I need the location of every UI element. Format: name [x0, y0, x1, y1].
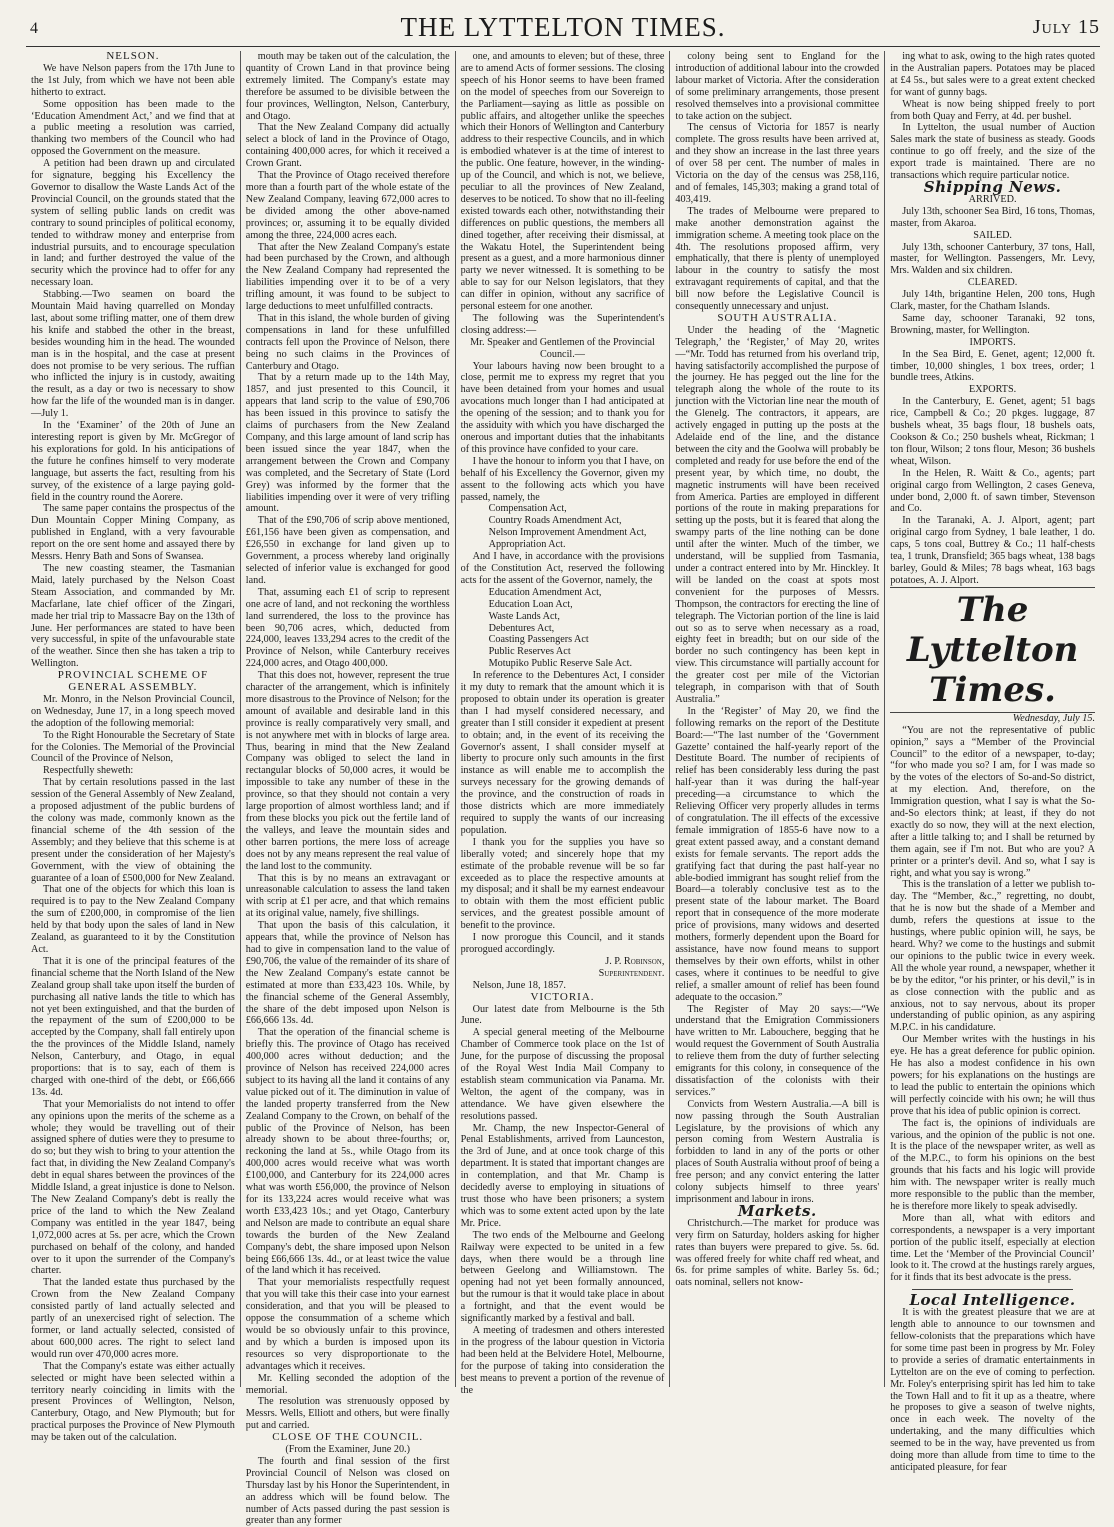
paragraph: I now prorogue this Council, and it stands prorogued accordingly.: [460, 932, 665, 955]
paragraph: That your Memorialists do not intend to offer any opinions upon the merits of the scheme as a whole; they would be travelling out of their assigned sphere of duties were they to presume to do so; but they wish to bring to your attention the fact that, in dividing the New Zealand Company's debt in equal shares between the provinces of the Middle Island, a great injustice is done to Nelson. The New Zealand Company's debt is really the price of the land to which the New Zealand Company was entitled in the year 1847, being 1,072,000 acres at 5s. per acre, which the Crown purchased on behalf of the colony, and handed over to it upon the surrender of the Company's charter.: [31, 1098, 235, 1277]
paragraph: That the Company's estate was either actually selected or might have been selected within a territory nearly coinciding in limits with the present Provinces of Wellington, Nelson, Canterbury, Otago, and New Plymouth; but for practical purposes the Province of New Plymouth may be taken out of the calculation.: [31, 1360, 235, 1444]
paragraph: Our latest date from Melbourne is the 5th June.: [460, 1003, 665, 1027]
paragraph: Mr. Kelling seconded the adoption of the memorial.: [245, 1372, 450, 1396]
paragraph: In reference to the Debentures Act, I consider it my duty to remark that the amount which it is proposed to obtain under its operation is greater than I had myself considered necessary, and greater than I still consider it expedient at present to obtain; and, in the event of its receiving the Governor's assent, I shall consider myself at liberty to procure only such amounts in the first instance as will enable me to accomplish the surveys necessary for the growing demands of the province, and the construction of roads in those districts which are more immediately required to supply the wants of our increasing population.: [460, 670, 665, 836]
paragraph: That by certain resolutions passed in the last session of the General Assembly of New Zealand, a proposed adjustment of the public burdens of the colony was made, commonly known as the financial scheme of the 4th session of the Assembly; and they believe that this scheme is at present under the consideration of her Majesty's Government, with the view of obtaining the guarantee of a loan of £500,000 for New Zealand.: [31, 777, 235, 884]
list-item: Coasting Passengers Act: [488, 634, 589, 646]
paragraph: The census of Victoria for 1857 is nearly complete. The gross results have been arrived at, and they show an increase in the last three years of over 58 per cent. The number of males in Victoria on the day of the census was 258,116, and of females, 145,303; making a grand total of 403,419.: [675, 122, 880, 205]
signature-line: J. P. Robinson,: [605, 955, 665, 967]
paragraph: Mr. Champ, the new Inspector-General of Penal Establishments, arrived from Launceston, the 3rd of June, and at once took charge of this department. It is stated that important changes are in contemplation, and that Mr. Champ is decidedly averse to employing in situations of trust those who have been prisoners; a system which was to some extent acted upon by the late Mr. Price.: [460, 1122, 665, 1229]
paragraph: We have Nelson papers from the 17th June to the 1st July, from which we have not been able hitherto to extract.: [31, 62, 235, 98]
paragraph: The two ends of the Melbourne and Geelong Railway were expected to be united in a few days, when there would be a through line between Geelong and Williamstown. The opening had not yet been formally announced, but the rumour is that it would take place in about a fortnight, and that the event would be significantly marked by a festival and ball.: [460, 1229, 665, 1325]
paragraph: That one of the objects for which this loan is required is to pay to the New Zealand Company the sum of £200,000, in compromise of the lien held by that body upon the sales of land in New Zealand, as guaranteed to it by the Constitution Act.: [31, 884, 235, 955]
centered-line: CLEARED.: [967, 277, 1018, 289]
centered-line: ARRIVED.: [968, 193, 1017, 205]
section-heading: VICTORIA.: [530, 990, 595, 1003]
paragraph: To the Right Honourable the Secretary of State for the Colonies. The Memorial of the Provincial Council of the Province of Nelson,: [31, 729, 235, 765]
paragraph: In the ‘Examiner’ of the 20th of June an interesting report is given by Mr. McGregor of his explorations for gold. In his anticipations of the future he confines himself to very moderate language, but asserts the fact, resulting from his survey, of the existence of a large paying gold-field in the country round the Aorere.: [31, 420, 235, 503]
paragraph: The trades of Melbourne were prepared to make another demonstration against the immigration scheme. A meeting took place on the 4th. The resolutions proposed affirm, very emphatically, that there is plenty of unemployed labour in the country to satisfy the most extravagant requirements of capital, and that the bill now before the Legislative Council is consequently unnecessary and unjust.: [675, 205, 880, 313]
blackletter-heading: Shipping News.: [923, 177, 1062, 196]
paragraph: That this is by no means an extravagant or unreasonable calculation to assess the land taken with scrip at £1 per acre, and that which remains at its original value, namely, five shillings.: [245, 872, 450, 920]
paragraph: The Register of May 20 says:—“We understand that the Emigration Commissioners have written to Mr. Labouchere, begging that he would request the Government of South Australia to relieve them from the duty of further selecting emigrants for this colony, in consequence of the dissatisfaction of the colonists with their services.”: [675, 1003, 880, 1098]
paragraph: colony being sent to England for the introduction of additional labour into the crowded labour market of Victoria. After the consideration of some preliminary arrangements, those present resolved themselves into a provisional committee to take action on the subject.: [675, 51, 880, 122]
paragraph: Respectfully sheweth:: [43, 765, 134, 777]
paragraph: mouth may be taken out of the calculation, the quantity of Crown Land in that province being extremely limited. The Company's estate may therefore be assumed to be divisible between the four provinces, Wellington, Nelson, Canterbury, and Otago.: [245, 51, 450, 122]
paragraph: ing what to ask, owing to the high rates quoted in the Australian papers. Potatoes may be placed at £4 5s., but sales were to a great extent checked for want of gunny bags.: [890, 51, 1095, 98]
paragraph: This is the translation of a letter we publish to-day. The “Member, &c.,” regretting, no doubt, that he is now but the shade of a Member and dumb, refers the questions at issue to the hustings, where public opinion will, he says, be heard. Why? we come to the hustings and submit our opinions to the public twice in every week. All the whole year round, a newspaper, whether it be by the editor, “or his printer, or his devil,” is in as close connection with the public and as anxious, not to say nervous, about its proper understanding of public opinion, as any aspiring M.P.C. in his candidature.: [890, 879, 1095, 1034]
list-item: Education Amendment Act,: [488, 586, 602, 598]
paragraph: Our Member writes with the hustings in his eye. He has a great deference for public opinion. He has also a modest confidence in his own powers; for his explanations on the hustings are to lead the public to entertain the opinions which will perfectly coincide with his own; he will thus prove that his idea of public opinion is correct.: [890, 1034, 1095, 1117]
paragraph: Your labours having now been brought to a close, permit me to express my regret that you have been detained from your homes and usual avocations much longer than I had anticipated at the opening of the session; and to thank you for the assiduity with which you have discharged the onerous and important duties that the inhabitants of this province have confided to your care.: [460, 360, 665, 455]
list-item: Waste Lands Act,: [488, 610, 560, 622]
blackletter-heading: Markets.: [737, 1201, 817, 1220]
paragraph: Same day, schooner Taranaki, 92 tons, Browning, master, for Wellington.: [890, 312, 1095, 336]
paragraph: Under the heading of the ‘Magnetic Telegraph,’ the ‘Register,’ of May 20, writes—“Mr. Todd has returned from his overland trip, having satisfactorily accomplished the purpose of the journey. He has pegged out the line for the telegraph along the whole of the route to its junction with the Victorian line near the mouth of the Glenelg. The contractors, it appears, are actively engaged in putting up the posts at the Adelaide end of the line, and the distance between the city and the Goolwa will probably be completed and ready for use before the end of the present year, by which time, no doubt, the magnetic instruments will have been received from America. Parties are employed in different portions of the route in making preparations for setting up the posts, but it is feared that along the swampy parts of the line nothing can be done until after the winter. Much of the timber, we understand, will be supplied from Tasmania, under a contract entered into by Mr. Hinckley. It will be landed on the coast at spots most convenient for the purposes of Messrs. Thompson, the contractors for erecting the line of telegraph. The Victorian portion of the line is laid out so as to serve when necessary as a road, eighty feet in breadth; but on our side of the border no such contingency has been kept in view. This circumstance will partially account for the greater cost per mile of the Victorian telegraph, in comparison with that of South Australia.”: [675, 324, 880, 705]
paragraph: It is with the greatest pleasure that we are at length able to announce to our townsmen and fellow-colonists that the preparations which have for some time past been in progress by Mr. Foley to provide a series of dramatic entertainments in Lyttelton are on the eve of coming to perfection. Mr. Foley's enterprising spirit has led him to take the Town Hall and to fit it up as a theatre, where he proposes to give a season of twelve nights, once in each week. The novelty of the undertaking, and the many difficulties which seemed to be in the way, have prevented us from doing more than allude from time to time to the anticipated pleasure, for fear: [890, 1307, 1095, 1473]
paragraph: The following was the Superintendent's closing address:—: [460, 312, 665, 336]
list-item: Public Reserves Act: [488, 646, 571, 658]
signature-line: Superintendent.: [598, 967, 665, 979]
paragraph: The fourth and final session of the first Provincial Council of Nelson was closed on Thursday last by his Honor the Superintendent, in an address which will be found below. The number of Acts passed during the past session is greater than any former: [245, 1455, 450, 1527]
paragraph: That it is one of the principal features of the financial scheme that the North Island of the New Zealand group shall take upon itself the burden of purchasing all native lands the title to which has not yet been extinguished, and that the burden of the repayment of the sum of £200,000 to be accepted by the Company, shall fall entirely upon the the provinces of the Middle Island, namely Nelson, Canterbury, and Otago, in equal proportions: that is to say, each of them is charged with one-third of the debt, or £66,666 13s. 4d.: [31, 955, 235, 1098]
paragraph: A meeting of tradesmen and others interested in the progress of the labour question in Victoria had been held at the Belvidere Hotel, Melbourne, for the purpose of taking into consideration the best means to prevent a portion of the revenue of the: [460, 1324, 665, 1396]
column-5: [885, 51, 1100, 1473]
paragraph: I thank you for the supplies you have so liberally voted; and sincerely hope that my estimate of the probable revenue will be so far exceeded as to place the respective amounts at my disposal; and it shall be my earnest endeavour to obtain with them the most efficient public services, and the greatest possible amount of benefit to the province.: [460, 836, 665, 932]
paragraph: In the Sea Bird, E. Genet, agent; 12,000 ft. timber, 10,000 shingles, 1 box trees, order; 1 bundle trees, Atkins.: [890, 348, 1095, 384]
page-number: 4: [30, 20, 38, 37]
editorial-date: Wednesday, July 15.: [1012, 712, 1095, 724]
paragraph: July 13th, schooner Canterbury, 37 tons, Hall, master, for Wellington. Passengers, Mr. Levy, Mrs. Walden and six children.: [890, 241, 1095, 277]
paragraph: That the landed estate thus purchased by the Crown from the New Zealand Company consisted partly of land actually selected and partly of an unexercised right of selection. The former, or land actually selected, consisted of about 600,000 acres. The right to select land would run over 470,000 acres more.: [31, 1277, 235, 1360]
paragraph: I have the honour to inform you that I have, on behalf of his Excellency the Governor, given my assent to the following acts which you have passed, namely, the: [460, 455, 665, 503]
paragraph: A special general meeting of the Melbourne Chamber of Commerce took place on the 1st of June, for the purpose of discussing the proposal of the Royal West India Mail Company to establish steam communication via Panama. Mr. Welton, the agent of the company, was in attendance. We have given elsewhere the resolutions passed.: [460, 1027, 665, 1122]
centered-line: SAILED.: [973, 229, 1012, 241]
paragraph: That this does not, however, represent the true character of the arrangement, which is infinitely more disastrous to the Province of Nelson; for the amount of available and desirable land in this province is really comparatively very small, and is not anywhere met with in blocks of large area. Thus, bearing in mind that the New Zealand Company was obliged to select the land in rectangular blocks of 50,000 acres, it would be impossible to take any number of these in the province, so that they should not contain a very large proportion of almost worthless land; and if from these blocks you pick out the fertile land of the valleys, and leave the mountain sides and other barren portions, the mere loss of acreage does not by any means represent the real value of the land lost to the community.: [245, 670, 450, 872]
acts-list: [461, 587, 665, 670]
paragraph: The fact is, the opinions of individuals are various, and the opinion of the public is not one. It is the place of the newspaper writer, as well as of the M.P.C., to form his opinions on the best grounds that his facts and his logic will provide him with. The newspaper writer is really much more responsible to the public than the member, he is therefore more likely to speak advisedly.: [890, 1117, 1095, 1212]
editorial-title: The Lyttelton Times.: [890, 587, 1095, 713]
columns: [26, 50, 1100, 1527]
paragraph: That after the New Zealand Company's estate had been purchased by the Crown, and although the New Zealand Company had represented the liabilities impending over it to be of a very trifling amount, it was found to be subject to large deductions to meet unfulfilled contracts.: [245, 241, 450, 313]
paragraph: The new coasting steamer, the Tasmanian Maid, lately purchased by the Nelson Coast Steam Association, and commanded by Mr. Macfarlane, late chief officer of the Zingari, made her trial trip to Massacre Bay on the 13th of June. Her performances are stated to have been very successful, in spite of the unfavourable state of the weather. Since then she has taken a trip to Wellington.: [31, 562, 235, 670]
paragraph: That by a return made up to the 14th May, 1857, and just presented to this Council, it appears that land scrip to the value of £90,706 has been issued in this province to satisfy the claims of purchasers from the New Zealand Company, and this large amount of land scrip has been issued since the year 1847, when the arrangement between the Crown and Company was completed, and the Secretary of State (Lord Grey) was informed by the former that the liabilities impending over it were of very trifling amount.: [245, 372, 450, 515]
paragraph: That the operation of the financial scheme is briefly this. The province of Otago has received 400,000 acres without deduction; and the province of Nelson has received 224,000 acres subject to its having all the land it contains of any value picked out of it. The diminution in value of the landed property transferred from the New Zealand Company to the Crown, on behalf of the public of the Province of Nelson, has been already shown to be about three-fourths; or, reckoning the land at 5s., while Otago from its 400,000 acres would receive what was worth £100,000, and Canterbury for its 224,000 acres what was worth £56,000, the province of Nelson for its 133,224 acres would receive what was worth £33,423 10s.; and yet Otago, Canterbury and Nelson are made to contribute an equal share towards the burden of the New Zealand Company's debt, the share imposed upon Nelson being £66,666 13s. 4d., or at least twice the value of the land which it has received.: [245, 1027, 450, 1277]
masthead: [26, 8, 1100, 47]
centered-line: EXPORTS.: [968, 384, 1017, 396]
newspaper-title: THE LYTTELTON TIMES.: [400, 12, 726, 42]
list-item: Country Roads Amendment Act,: [488, 515, 622, 527]
paragraph: Convicts from Western Australia.—A bill is now passing through the South Australian Legislature, by the provisions of which any person coming from Western Australia is forbidden to land in any of the ports or other places of South Australia without proof of being a free person; and any convict entering the latter colony subjects himself to three years' imprisonment and labour in irons.: [675, 1098, 880, 1205]
list-item: Nelson Improvement Amendment Act,: [488, 527, 647, 539]
list-item: Education Loan Act,: [488, 598, 573, 610]
column-1: [26, 50, 241, 1444]
paragraph: Mr. Monro, in the Nelson Provincial Council, on Wednesday, June 17, in a long speech moved the adoption of the following memorial:: [31, 693, 235, 729]
list-item: Debentures Act,: [488, 622, 555, 634]
paragraph: Wheat is now being shipped freely to port from both Quay and Ferry, at 4d. per bushel.: [890, 98, 1095, 122]
paragraph: A petition had been drawn up and circulated for signature, begging his Excellency the Governor to disallow the Waste Lands Act of the Provincial Council, on the grounds stated that the system of selling public lands on credit was contrary to sound principles of political economy, tended to withdraw money and enterprise from industrial pursuits, and to encourage speculation in land; and further destroyed the value of the security which the province had to offer for any necessary loan.: [31, 158, 235, 289]
paragraph: And I have, in accordance with the provisions of the Constitution Act, reserved the following acts for the assent of the Governor, namely, the: [460, 551, 665, 586]
issue-date: July 15: [1032, 16, 1100, 38]
paragraph: That your memorialists respectfully request that you will take this their case into your earnest consideration, and that you will be pleased to oppose the consummation of a scheme which would be so obviously unfair to this province, and by which a burden is imposed upon its resources so very disproportionate to the advantages which it receives.: [245, 1277, 450, 1372]
paragraph: In the Helen, R. Waitt & Co., agents; part original cargo from Wellington, 2 cases Geneva, under bond, 2,000 ft. of sawn timber, Stevenson and Co.: [890, 467, 1095, 515]
paragraph: That upon the basis of this calculation, it appears that, while the province of Nelson has had to give in compensation land to the value of £90,706, the value of the remainder of its share of the New Zealand Company's estate cannot be estimated at more than £33,423 10s. While, by the financial scheme of the General Assembly, the share of the debt imposed upon Nelson is £66,666 13s. 4d.: [245, 920, 450, 1027]
paragraph: Christchurch.—The market for produce was very firm on Saturday, holders asking for higher rates than buyers were prepared to give. 5s. 6d. was offered freely for white chaff red wheat, and 6s. for prime samples of white. Barley 5s. 6d.; oats nominal, sellers not know-: [675, 1217, 880, 1289]
section-heading: NELSON.: [106, 50, 160, 62]
paragraph: The resolution was strenuously opposed by Messrs. Wells, Elliott and others, but were finally put and carried.: [245, 1396, 450, 1432]
paragraph: Nelson, June 18, 1857.: [472, 979, 566, 991]
blackletter-heading: Local Intelligence.: [909, 1291, 1076, 1310]
paragraph: Stabbing.—Two seamen on board the Mountain Maid having quarrelled on Monday last, about some trifling matter, one of them drew his knife and stabbed the other in the breast, besides wounding him in the head. The wounded man is in the hospital, and the case at present does not promise to be very serious. The ruffian who inflicted the injury is in custody, awaiting the result, as a day or two is necessary to show how far the life of the wounded man is in danger.—July 1.: [31, 289, 235, 420]
centered-line: (From the Examiner, June 20.): [285, 1444, 411, 1456]
column-3: [456, 51, 671, 1396]
paragraph: That in this island, the whole burden of giving compensations in land for these unfulfilled contracts fell upon the Province of Nelson, there being no such claims in the Provinces of Canterbury and Otago.: [245, 312, 450, 372]
paragraph: That the New Zealand Company did actually select a block of land in the Province of Otago, containing 400,000 acres, for which it received a Crown Grant.: [245, 122, 450, 170]
paragraph: “You are not the representative of public opinion,” says a “Member of the Provincial Council” to the editor of a newspaper, to-day; “for who made you so? I am, for I was made so by the votes of the electors of So-and-So district, at my election. And, therefore, on the Immigration question, what I say is what the So-and-So electors think; at least, if they do not exactly do so now, they will at the next election, after a little talking to; and I shall be returned by them again, see if I'm not. But who are you? A printer or a printer's devil. And so, what I say is right, and what you say is wrong.”: [890, 724, 1095, 879]
centered-line: Mr. Speaker and Gentlemen of the Provincial Council.—: [470, 336, 655, 360]
column-4: [670, 51, 885, 1387]
section-heading: SOUTH AUSTRALIA.: [717, 311, 838, 324]
section-heading: PROVINCIAL SCHEME OF GENERAL ASSEMBLY.: [57, 669, 209, 694]
centered-line: IMPORTS.: [969, 336, 1016, 348]
paragraph: In Lyttelton, the usual number of Auction Sales mark the state of business as steady. Goods continue to go off freely, and the size of the export trade is maintained. There are no transactions which require particular notice.: [890, 122, 1095, 182]
divider-rule: [912, 1289, 1073, 1290]
paragraph: Some opposition has been made to the ‘Education Amendment Act,’ and we find that at a public meeting a resolution was carried, thanking two members of the Council who had opposed the Government on the measure.: [31, 98, 235, 158]
paragraph: In the Taranaki, A. J. Alport, agent; part original cargo from Sydney, 1 bale leather, 1 do. caps, 5 tons coal, Buttrey & Co.; 11 half-chests tea, 1 trunk, Dransfield; 365 bags wheat, 138 bags barley, Gould & Miles; 78 bags wheat, 163 bags potatoes, A. J. Alport.: [890, 515, 1095, 586]
paragraph: That, assuming each £1 of scrip to represent one acre of land, and not reckoning the worthless land surrendered, the loss to the province has been 90,706 acres, which, deducted from 224,000, leaves 133,294 acres to the credit of the Province of Nelson, while Canterbury receives 224,000 acres, and Otago 400,000.: [245, 586, 450, 670]
column-2: [241, 51, 456, 1527]
paragraph: July 14th, brigantine Helen, 200 tons, Hugh Clark, master, for the Chatham Islands.: [890, 289, 1095, 313]
paragraph: More than all, what with editors and correspondents, a newspaper is a very important portion of the public itself, especially at election time. Let the ‘Member of the Provincial Council’ look to it. The crowd at the hustings rarely argues, for it finds that its best advocate is the press.: [890, 1212, 1095, 1284]
paragraph: That of the £90,706 of scrip above mentioned, £61,156 have been given as compensation, and £26,550 in exchange for land given up to Government, a process whereby land originally selected of inferior value is exchanged for good land.: [245, 515, 450, 586]
paragraph: July 13th, schooner Sea Bird, 16 tons, Thomas, master, from Akaroa.: [890, 205, 1095, 229]
list-item: Compensation Act,: [488, 503, 567, 515]
paragraph: That the Province of Otago received therefore more than a fourth part of the whole estate of the New Zealand Company, leaving 672,000 acres to be divided among the other above-named provinces; or, assuming it to be equally divided among the three, 224,000 acres each.: [245, 170, 450, 241]
paragraph: The same paper contains the prospectus of the Dun Mountain Copper Mining Company, as published in England, with a very favourable report on the ore sent home and assayed there by Messrs. Henry Bath and Sons of Swansea.: [31, 503, 235, 563]
list-item: Appropriation Act.: [488, 539, 566, 551]
paragraph: one, and amounts to eleven; but of these, three are to amend Acts of former sessions. The closing speech of his Honor seems to have been framed on the model of speeches from our Sovereign to the Parliament—saying as little as possible on public affairs, and altogether unlike the speeches which their Honors of Wellington and Canterbury address to their respective Councils, and in which is embodied whatever is at the time of interest to the public. One feature, however, in the winding-up of the Council, and which is not, we believe, peculiar to all the provinces of New Zealand, deserves to be noticed. To show that no ill-feeling existed towards each other, notwithstanding their differences on public questions, the members all dined together, after receiving their dismissal, at the Wakatu Hotel, the Superintendent being present as a guest, and a more harmonious dinner party we never witnessed. It is something to be able to say for our Nelson legislators, that they can differ in opinion, without any sacrifice of personal esteem for one another.: [460, 51, 665, 313]
paragraph: In the Canterbury, E. Genet, agent; 51 bags rice, Campbell & Co.; 20 pkges. luggage, 87 bushels wheat, 35 bags flour, 18 bushels oats, Cookson & Co.; 250 bushels wheat, Rickman; 1 ton flour, Wilson; 2 tons flour, Meson; 36 bushels wheat, Wilson.: [890, 396, 1095, 467]
list-item: Motupiko Public Reserve Sale Act.: [488, 658, 633, 670]
paragraph: In the ‘Register’ of May 20, we find the following remarks on the report of the Destitute Board:—“The last number of the ‘Government Gazette’ contained the half-yearly report of the Destitute Board. The number of recipients of relief has been considerably less during the past half-year than it was during the half-year preceding—a circumstance to which the Relieving Officer very properly alludes in terms of congratulation. The ill effects of the excessive female immigration of 1855-6 have now to a great extent passed away, and a constant demand exists for female servants. The report adds the gratifying fact that during the past half-year no able-bodied immigrant has sought relief from the Board—a tolerably conclusive test as to the present state of the labour market. The Board report that in consequence of the more moderate price of provisions, many widows and deserted mothers, formerly dependent upon the Board for assistance, have now found means to support themselves by their own efforts, whilst in other cases, where it continues to be needful to give relief, a smaller amount of relief has been found adequate to the occasion.”: [675, 705, 880, 1003]
acts-list: [461, 503, 665, 551]
section-heading: CLOSE OF THE COUNCIL.: [272, 1431, 424, 1444]
